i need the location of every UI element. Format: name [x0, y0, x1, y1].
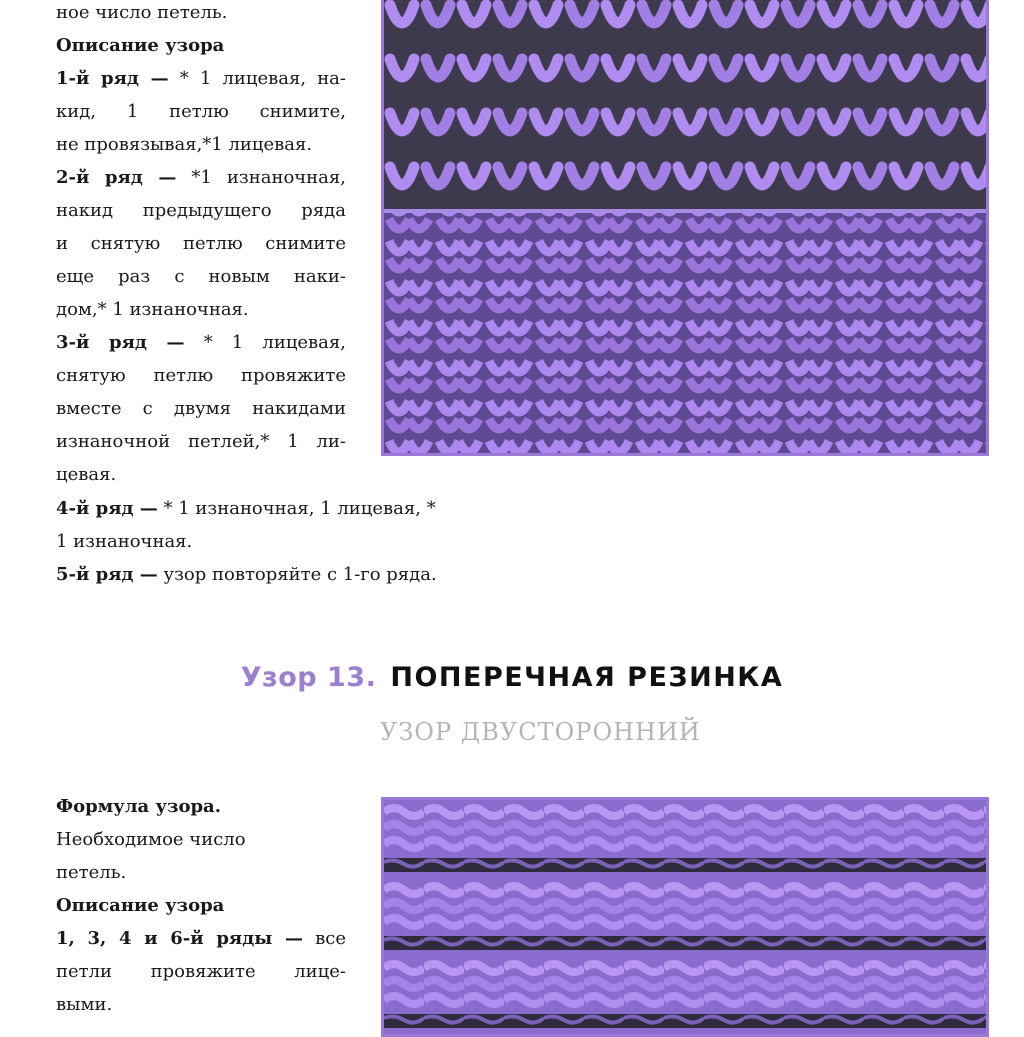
knit-texture [384, 0, 986, 453]
text-line: не провязывая,*1 лицевая. [56, 134, 313, 155]
row-1-line: 1-й ряд — * 1 лицевая, на- [56, 68, 346, 89]
text-line: снятую петлю провяжите [56, 365, 346, 386]
text-line: 1 изнаночная. [56, 531, 193, 552]
text-line: дом,* 1 изнаночная. [56, 299, 249, 320]
photo-divider [384, 209, 986, 213]
pattern-subtitle: УЗОР ДВУСТОРОННИЙ [380, 718, 701, 746]
row-label: 3-й ряд — [56, 332, 185, 353]
knit-texture [384, 800, 986, 1034]
text-line: выми. [56, 994, 113, 1015]
pattern12-description-continued [56, 492, 516, 591]
text-line: цевая. [56, 464, 117, 485]
rows-line: 1, 3, 4 и 6-й ряды — все [56, 928, 346, 949]
text-line: петель. [56, 862, 127, 883]
row-label: 2-й ряд — [56, 167, 177, 188]
pattern-number: Узор 13. [240, 662, 377, 693]
row-5-line: 5-й ряд — узор повторяйте с 1-го ряда. [56, 564, 437, 585]
pattern12-knitting-photo [381, 0, 989, 456]
text-line: петли провяжите лице- [56, 961, 346, 982]
section-heading: Формула узора. [56, 796, 221, 817]
text-line: ное число петель. [56, 2, 228, 23]
pattern13-description [56, 790, 346, 1021]
text-line: накид предыдущего ряда [56, 200, 346, 221]
row-3-line: 3-й ряд — * 1 лицевая, [56, 332, 346, 353]
text-line: и снятую петлю снимите [56, 233, 346, 254]
section-heading: Описание узора [56, 35, 225, 56]
row-2-line: 2-й ряд — *1 изнаночная, [56, 167, 346, 188]
row-4-line: 4-й ряд — * 1 изнаночная, 1 лицевая, * [56, 498, 436, 519]
section-heading: Описание узора [56, 895, 225, 916]
pattern13-knitting-photo [381, 797, 989, 1037]
text-line: кид, 1 петлю снимите, [56, 101, 346, 122]
row-label: 5-й ряд — [56, 564, 158, 585]
row-label: 1, 3, 4 и 6-й ряды — [56, 928, 303, 949]
row-label: 1-й ряд — [56, 68, 169, 89]
text-line: вместе с двумя накидами [56, 398, 346, 419]
text-line: изнаночной петлей,* 1 ли- [56, 431, 346, 452]
pattern13-heading [0, 662, 1024, 693]
pattern12-description [56, 0, 346, 491]
text-line: Необходимое число [56, 829, 246, 850]
text-line: еще раз с новым наки- [56, 266, 346, 287]
pattern-title: ПОПЕРЕЧНАЯ РЕЗИНКА [390, 662, 784, 693]
row-label: 4-й ряд — [56, 498, 158, 519]
